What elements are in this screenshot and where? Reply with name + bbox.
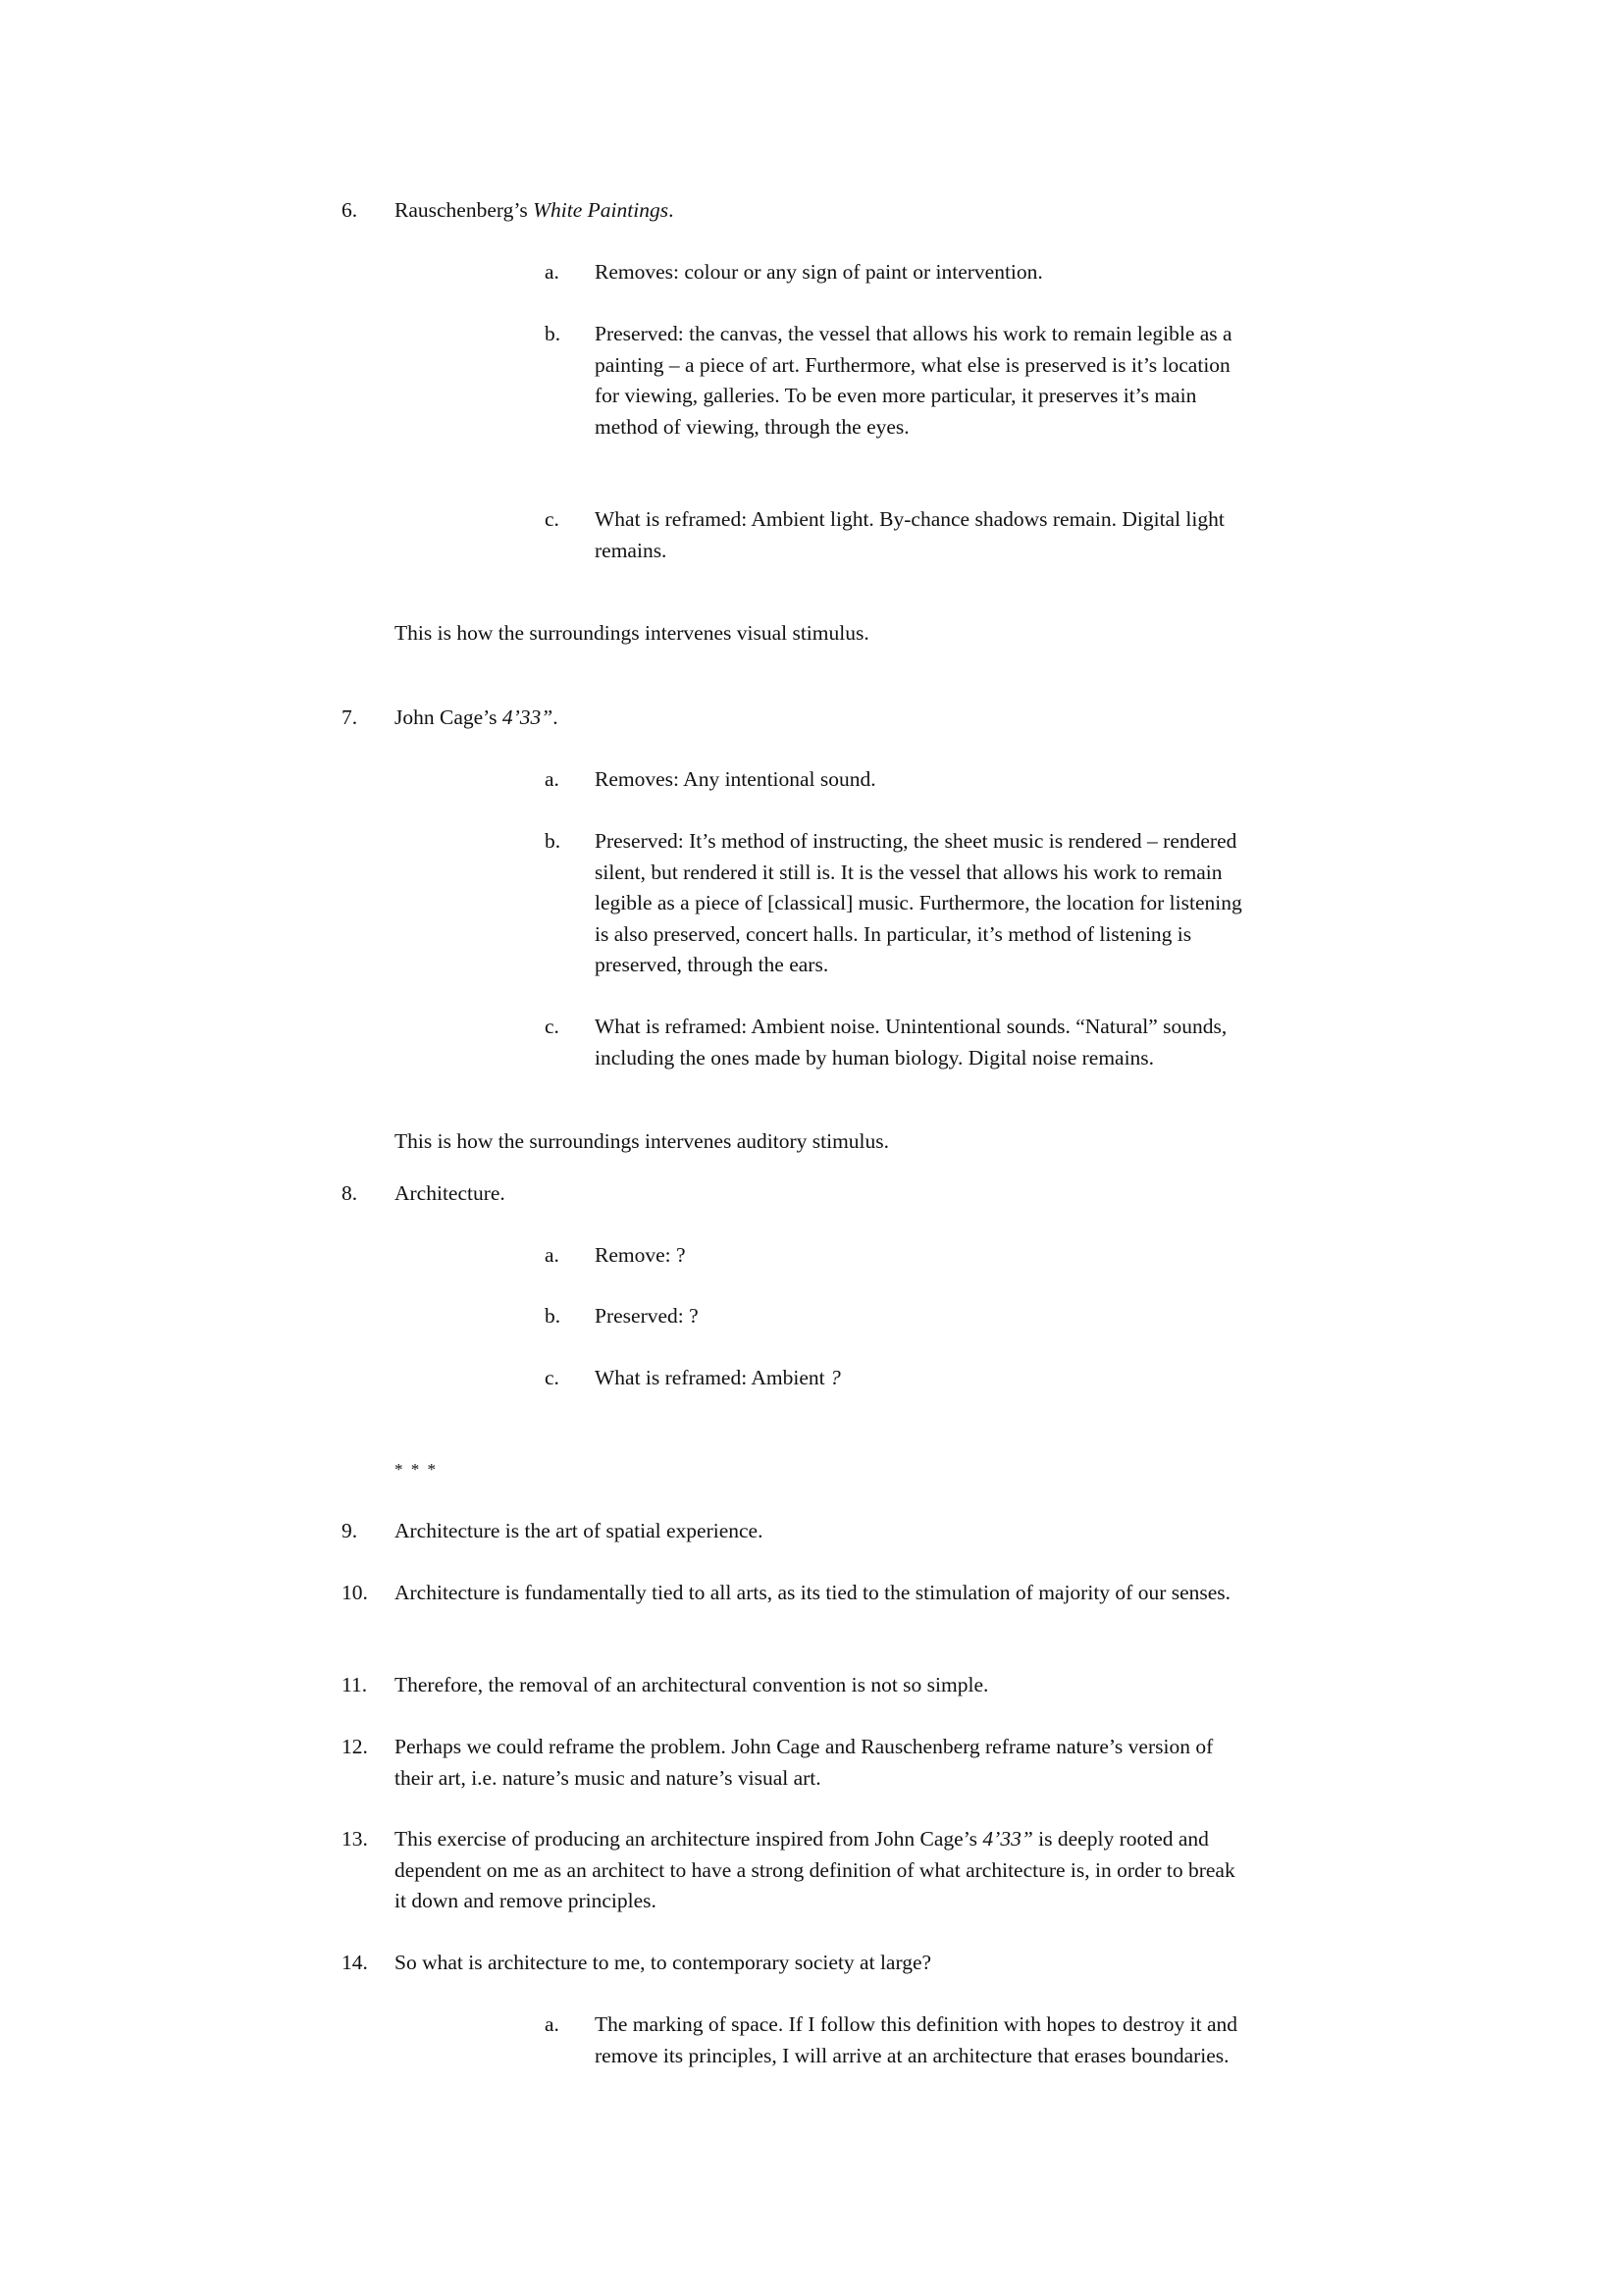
item-text: Perhaps we could reframe the problem. John Cage and Rauschenberg reframe nature’s version of their art, i.e. nature’s music and nature’s visual art.	[394, 1735, 1214, 1790]
sub-letter: b.	[545, 322, 561, 345]
sub-text: What is reframed: Ambient noise. Unintentional sounds. “Natural” sounds, including the ones made by human biology. Digital noise remains.	[595, 1015, 1228, 1069]
sub-text: Removes: colour or any sign of paint or intervention.	[595, 260, 1043, 284]
item-number: 9.	[341, 1519, 358, 1542]
sub-text-em: ?	[830, 1366, 841, 1389]
work-title: 4’33”	[982, 1827, 1033, 1851]
sub-letter: a.	[545, 1243, 559, 1267]
item-number: 14.	[341, 1951, 368, 1974]
item-number: 6.	[341, 198, 358, 222]
sub-text: The marking of space. If I follow this definition with hopes to destroy it and remove its principles, I will arrive at an architecture that erases boundaries.	[595, 2012, 1238, 2067]
item-text-post: .	[668, 198, 674, 222]
item-text: Therefore, the removal of an architectural convention is not so simple.	[394, 1673, 989, 1696]
item-text-post: is deeply rooted and dependent on me as an architect to have a strong definition of what architecture is, in order to break it down and remove principles.	[394, 1827, 1235, 1912]
sub-letter: c.	[545, 1366, 559, 1389]
sub-letter: c.	[545, 1015, 559, 1038]
sub-text: Remove: ?	[595, 1243, 686, 1267]
sub-letter: a.	[545, 767, 559, 791]
sub-letter: b.	[545, 1304, 561, 1328]
item-text-pre: Rauschenberg’s	[394, 198, 534, 222]
item-text	[394, 195, 1246, 227]
sub-text: What is reframed: Ambient light. By-chance shadows remain. Digital light remains.	[595, 507, 1225, 562]
sub-text: Preserved: the canvas, the vessel that allows his work to remain legible as a painting – a piece of art. Furthermore, what else is preserved is it’s location for viewing, galleries. To be even more particular, it preserves it’s main method of viewing, through the eyes.	[595, 322, 1232, 439]
sub-letter: c.	[545, 507, 559, 531]
item-text	[394, 1824, 1246, 1917]
work-title: White Paintings	[533, 198, 669, 222]
item-text-pre: This exercise of producing an architecture inspired from John Cage’s	[394, 1827, 983, 1851]
item-number: 11.	[341, 1673, 368, 1696]
item-text: Architecture.	[394, 1181, 505, 1205]
item-number: 12.	[341, 1735, 368, 1758]
item-text: So what is architecture to me, to contemporary society at large?	[394, 1951, 932, 1974]
item-text	[394, 703, 1246, 734]
item-number: 13.	[341, 1827, 368, 1851]
sub-text: Removes: Any intentional sound.	[595, 767, 876, 791]
work-title: 4’33”	[501, 705, 553, 729]
sub-text	[595, 1363, 1247, 1394]
sub-letter: a.	[545, 2012, 559, 2036]
note-visual: This is how the surroundings intervenes visual stimulus.	[394, 621, 869, 645]
section-separator: * * *	[394, 1460, 438, 1479]
item-number: 10.	[341, 1581, 368, 1604]
note-auditory: This is how the surroundings intervenes auditory stimulus.	[394, 1129, 890, 1153]
item-text-pre: John Cage’s	[394, 705, 502, 729]
item-text: Architecture is fundamentally tied to all arts, as its tied to the stimulation of majority of our senses.	[394, 1581, 1231, 1604]
item-text-post: .	[552, 705, 558, 729]
sub-text-pre: What is reframed: Ambient	[595, 1366, 831, 1389]
sub-letter: b.	[545, 829, 561, 853]
item-text: Architecture is the art of spatial experience.	[394, 1519, 763, 1542]
item-number: 7.	[341, 705, 358, 729]
sub-text: Preserved: It’s method of instructing, the sheet music is rendered – rendered silent, but rendered it still is. It is the vessel that allows his work to remain legible as a piece of [classical] music. Furthermore, the location for listening is also preserved, concert halls. In particular, it’s method of listening is preserved, through the ears.	[595, 829, 1242, 976]
sub-letter: a.	[545, 260, 559, 284]
sub-text: Preserved: ?	[595, 1304, 699, 1328]
item-number: 8.	[341, 1181, 358, 1205]
